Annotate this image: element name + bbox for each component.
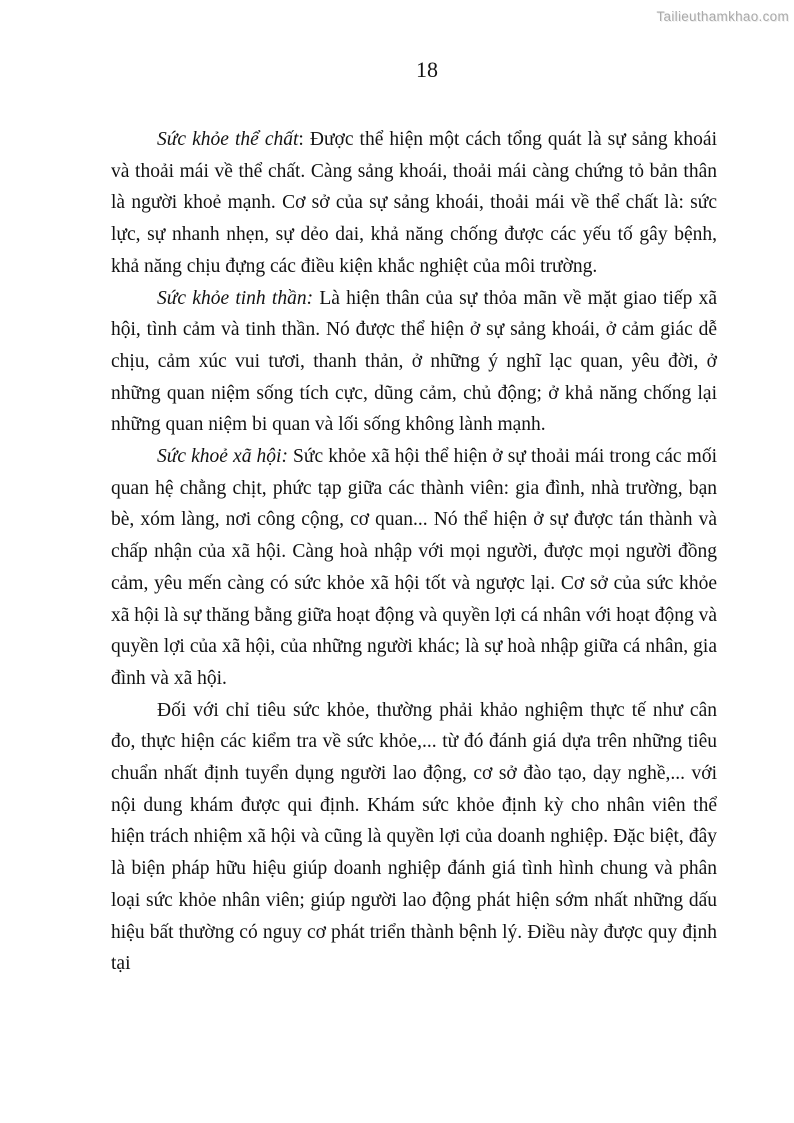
paragraph (111, 441, 717, 695)
paragraph-body: : Được thể hiện một cách tổng quát là sự sảng khoái và thoải mái về thể chất. Càng sảng khoái, thoải mái càng chứng tỏ bản thân là người khoẻ mạnh. Cơ sở của sự sảng khoái, thoải mái về thể chất là: sức lực, sự nhanh nhẹn, sự dẻo dai, khả năng chống được các yếu tố gây bệnh, khả năng chịu đựng các điều kiện khắc nghiệt của môi trường. (111, 129, 717, 277)
paragraph-lead: Sức khỏe thể chất (157, 129, 299, 150)
paragraph-body: Là hiện thân của sự thỏa mãn về mặt giao tiếp xã hội, tình cảm và tinh thần. Nó được thể hiện ở sự sảng khoái, ở cảm giác dễ chịu, cảm xúc vui tươi, thanh thản, ở những ý nghĩ lạc quan, yêu đời, ở những quan niệm sống tích cực, dũng cảm, chủ động; ở khả năng chống lại những quan niệm bi quan và lối sống không lành mạnh. (111, 287, 717, 436)
watermark: Tailieuthamkhao.com (656, 9, 789, 24)
page-body (111, 124, 717, 980)
paragraph-lead: Sức khoẻ xã hội: (157, 446, 288, 468)
paragraph (111, 283, 717, 442)
paragraph-body: Đối với chỉ tiêu sức khỏe, thường phải khảo nghiệm thực tế như cân đo, thực hiện các kiểm tra về sức khỏe,... từ đó đánh giá dựa trên những tiêu chuẩn nhất định tuyển dụng người lao động, cơ sở đào tạo, dạy nghề,... với nội dung khám được qui định. Khám sức khỏe định kỳ cho nhân viên thể hiện trách nhiệm xã hội và cũng là quyền lợi của doanh nghiệp. Đặc biệt, đây là biện pháp hữu hiệu giúp doanh nghiệp đánh giá tình hình chung và phân loại sức khỏe nhân viên; giúp người lao động phát hiện sớm nhất những dấu hiệu bất thường có nguy cơ phát triển thành bệnh lý. Điều này được quy định tại (111, 699, 717, 975)
paragraph (111, 124, 717, 283)
paragraph (111, 695, 717, 980)
paragraph-lead: Sức khỏe tinh thần: (157, 287, 314, 309)
page-number: 18 (416, 57, 438, 82)
paragraph-body: Sức khỏe xã hội thể hiện ở sự thoải mái trong các mối quan hệ chằng chịt, phức tạp giữa các thành viên: gia đình, nhà trường, bạn bè, xóm làng, nơi công cộng, cơ quan... Nó thể hiện ở sự được tán thành và chấp nhận của xã hội. Càng hoà nhập với mọi người, được mọi người đồng cảm, yêu mến càng có sức khỏe xã hội tốt và ngược lại. Cơ sở của sức khỏe xã hội là sự thăng bằng giữa hoạt động và quyền lợi cá nhân với hoạt động và quyền lợi của xã hội, của những người khác; là sự hoà nhập giữa cá nhân, gia đình và xã hội. (111, 446, 718, 689)
